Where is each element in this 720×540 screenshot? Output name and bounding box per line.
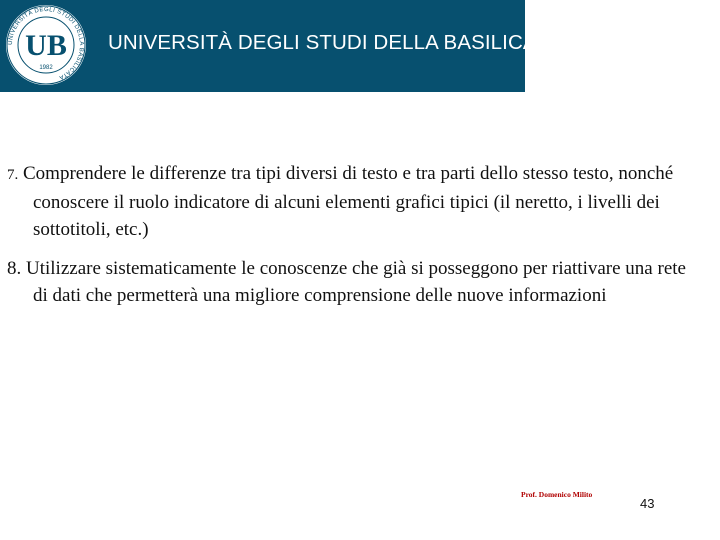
footer-author: Prof. Domenico Milito	[521, 490, 593, 499]
logo-monogram: UB	[25, 29, 67, 62]
page-number: 43	[640, 496, 655, 511]
list-item-text: Comprendere le differenze tra tipi diversi di testo e tra parti dello stesso testo, nonché conoscere il ruolo indicatore di alcuni elementi grafici tipici (il neretto, i livelli dei sottotitoli, etc.)	[23, 163, 674, 240]
logo-ring-text: UNIVERSITÀ DEGLI STUDI DELLA BASILICATA	[7, 6, 85, 81]
logo-year: 1982	[39, 65, 53, 71]
list-item	[7, 160, 697, 243]
list-item-number: 8.	[7, 258, 22, 279]
list-item	[7, 255, 697, 309]
header-banner	[0, 0, 560, 92]
university-logo-seal	[4, 3, 88, 87]
university-name: UNIVERSITÀ DEGLI STUDI DELLA BASILICATA	[108, 31, 560, 54]
slide-content	[7, 160, 697, 309]
list-item-number: 7.	[7, 167, 19, 183]
list-item-text: Utilizzare sistematicamente le conoscenze che già si posseggono per riattivare una rete di dati che permetterà una migliore comprensione delle nuove informazioni	[26, 258, 686, 306]
